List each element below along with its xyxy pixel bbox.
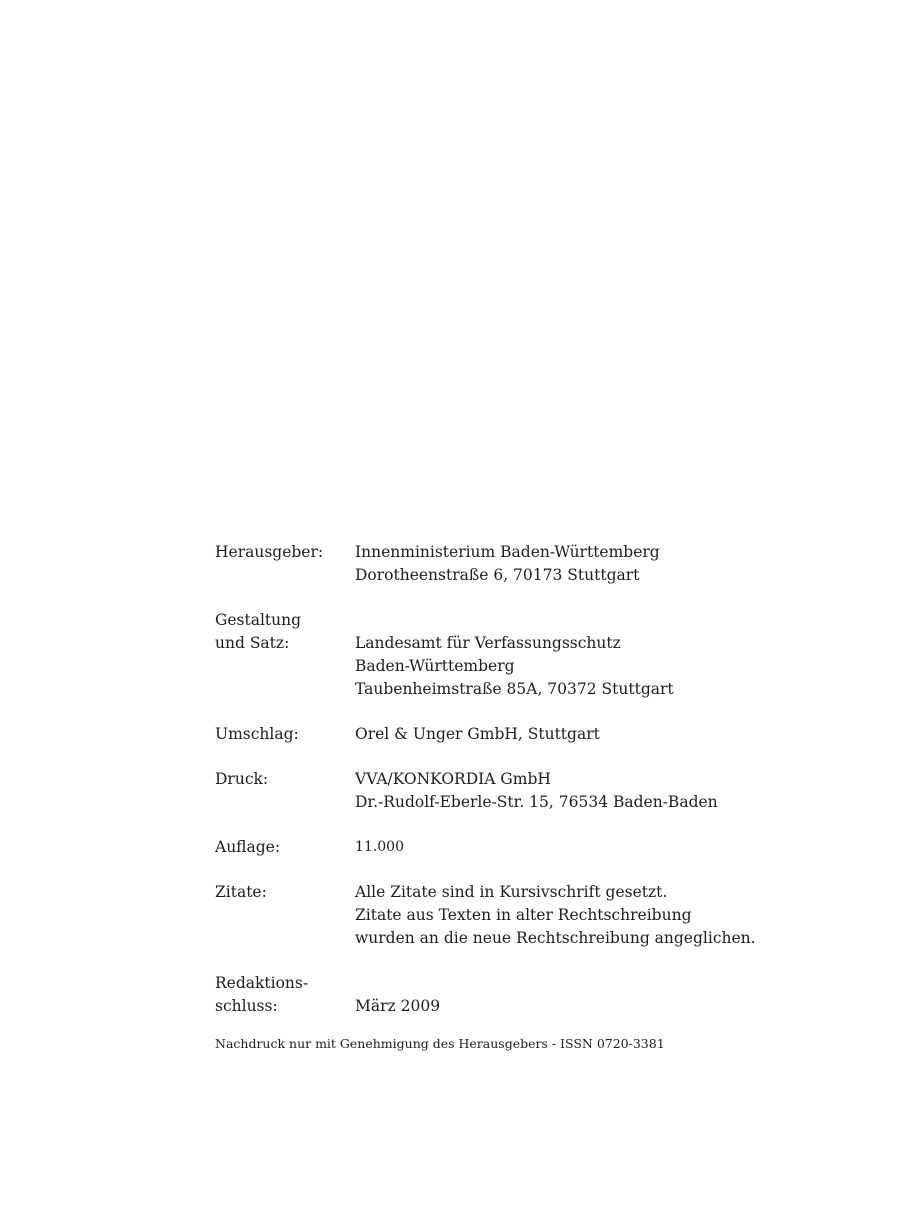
imprint-row-publisher <box>215 541 775 587</box>
cover-label: Umschlag: <box>215 725 299 743</box>
quotes-line: wurden an die neue Rechtschreibung angeglichen. <box>355 929 756 947</box>
design-line: Taubenheimstraße 85A, 70372 Stuttgart <box>355 680 674 698</box>
design-value <box>355 609 775 701</box>
quotes-line: Alle Zitate sind in Kursivschrift gesetzt. <box>355 883 668 901</box>
design-line: Landesamt für Verfassungsschutz <box>355 634 621 652</box>
publisher-label: Herausgeber: <box>215 543 324 561</box>
imprint-row-edition <box>215 836 775 859</box>
publisher-line: Dorotheenstraße 6, 70173 Stuttgart <box>355 566 640 584</box>
print-line: Dr.-Rudolf-Eberle-Str. 15, 76534 Baden-Baden <box>355 793 718 811</box>
quotes-value <box>355 881 775 950</box>
deadline-value: März 2009 <box>355 997 441 1015</box>
print-line: VVA/KONKORDIA GmbH <box>355 770 551 788</box>
publisher-line: Innenministerium Baden-Württemberg <box>355 543 660 561</box>
imprint-row-design <box>215 609 775 701</box>
imprint-row-print <box>215 768 775 814</box>
imprint-block <box>215 541 775 1040</box>
imprint-row-quotes <box>215 881 775 950</box>
deadline-label: Redaktions- schluss: <box>215 974 309 1015</box>
imprint-row-deadline <box>215 972 775 1018</box>
imprint-row-cover <box>215 723 775 746</box>
design-line: Baden-Württemberg <box>355 657 515 675</box>
quotes-label: Zitate: <box>215 883 267 901</box>
design-label: Gestaltung und Satz: <box>215 611 302 652</box>
edition-label: Auflage: <box>215 838 281 856</box>
print-label: Druck: <box>215 770 269 788</box>
cover-value <box>355 723 775 746</box>
print-value <box>355 768 775 814</box>
copyright-note: Nachdruck nur mit Genehmigung des Herausgebers - ISSN 0720-3381 <box>215 1036 665 1051</box>
quotes-line: Zitate aus Texten in alter Rechtschreibung <box>355 906 692 924</box>
edition-value: 11.000 <box>355 839 404 855</box>
publisher-value <box>355 541 775 587</box>
cover-line: Orel & Unger GmbH, Stuttgart <box>355 725 600 743</box>
